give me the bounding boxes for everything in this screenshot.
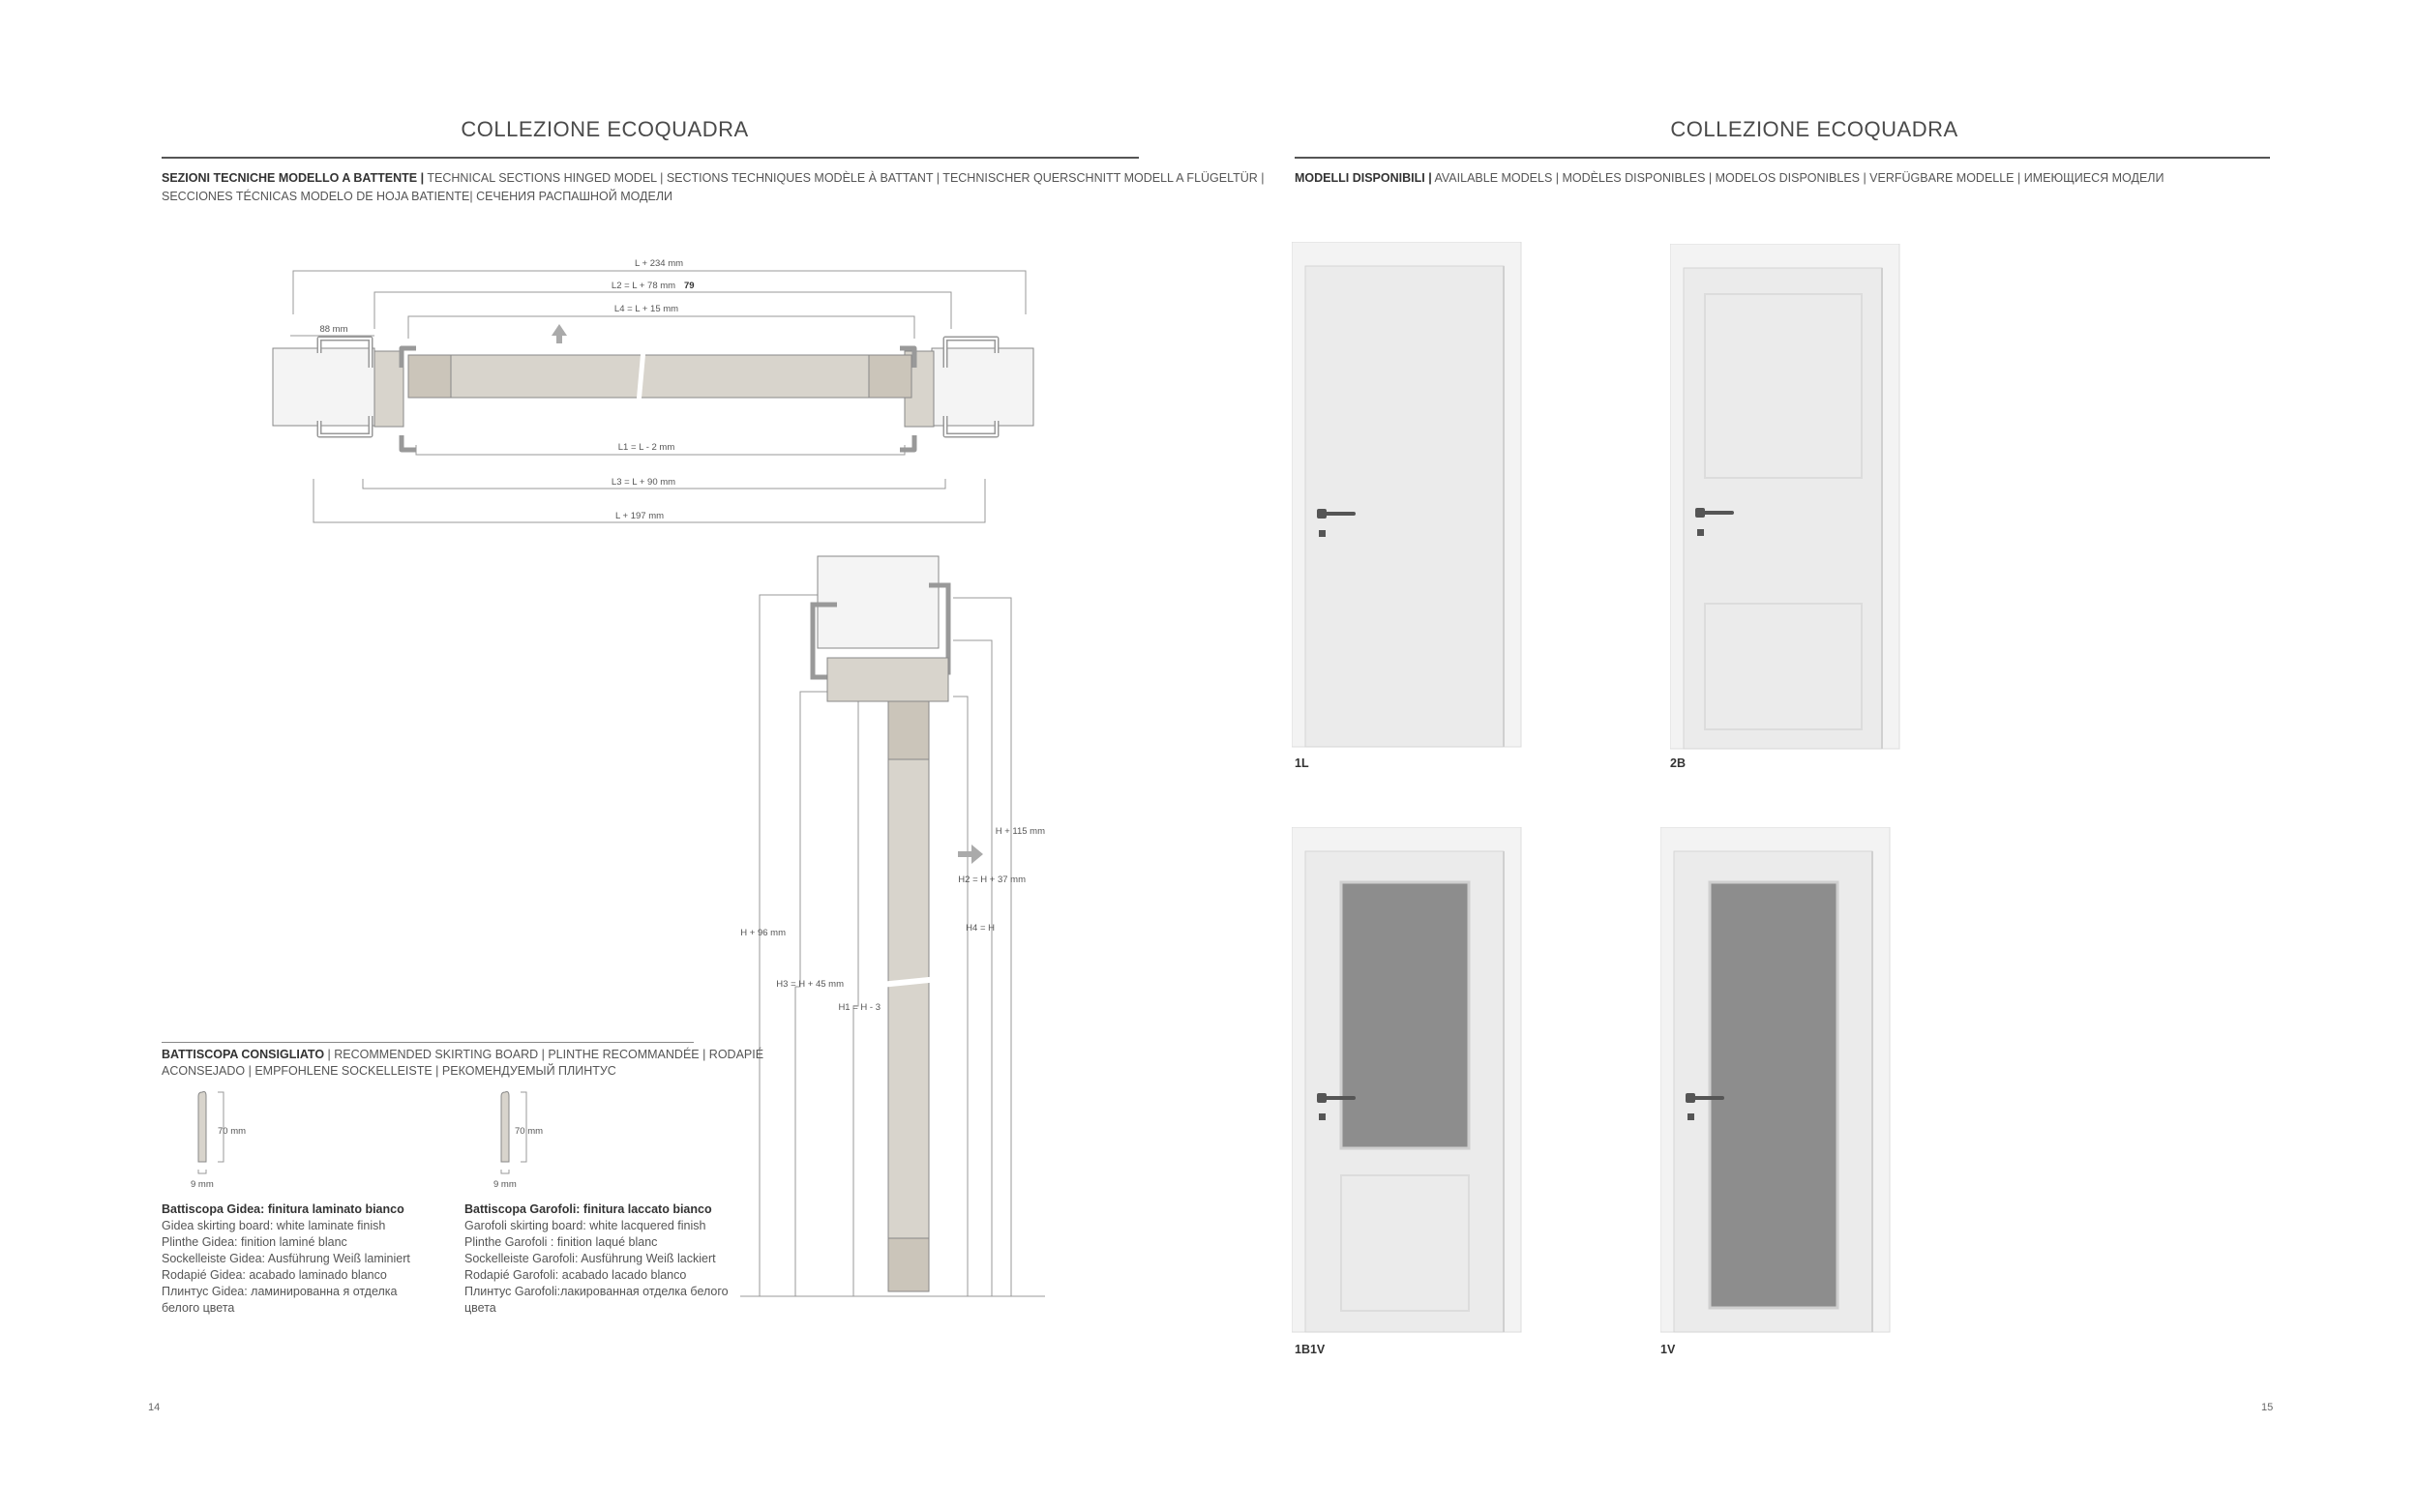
skirting-rule [162,1042,694,1043]
garofoli-line: Plinthe Garofoli : finition laqué blanc [464,1235,658,1249]
garofoli-line: Garofoli skirting board: white lacquered finish [464,1219,706,1232]
gidea-line: Gidea skirting board: white laminate finish [162,1219,386,1232]
left-page-title: COLLEZIONE ECOQUADRA [461,117,749,141]
sections-caption-rest2: SECCIONES TÉCNICAS MODELO DE HOJA BATIENTE| СЕЧЕНИЯ РАСПАШНОЙ МОДЕЛИ [162,190,673,203]
skirting-heading-rest1: | RECOMMENDED SKIRTING BOARD | PLINTHE RECOMMANDÉE | RODAPIÉ [324,1048,764,1061]
garofoli-line: Плинтус Garofoli:лакированная отделка белого [464,1285,729,1298]
gidea-line: Rodapié Gidea: acabado laminado blanco [162,1268,387,1282]
gidea-profile [189,1088,276,1195]
right-page-number: 15 [2261,1402,2274,1413]
garofoli-width: 9 mm [493,1179,517,1190]
left-title-rule [162,157,1139,159]
dim-l1: L1 = L - 2 mm [617,442,675,453]
models-caption [1295,169,2165,188]
garofoli-title: Battiscopa Garofoli: finitura laccato bianco [464,1202,712,1216]
gidea-line: Sockelleiste Gidea: Ausführung Weiß laminiert [162,1252,410,1265]
gidea-line: белого цвета [162,1301,235,1315]
models-caption-rest: AVAILABLE MODELS | MODÈLES DISPONIBLES | MODELOS DISPONIBLES | VERFÜGBARE MODELLE | ИМЕЮЩИЕСЯ МОДЕЛИ [1431,171,2165,185]
dim-l2: L2 = L + 78 mm [611,281,676,291]
door-1V-image [1660,827,1893,1335]
gidea-height: 70 mm [218,1126,247,1137]
dim-88: 88 mm [319,324,348,335]
skirting-heading [162,1047,763,1080]
left-page-number: 14 [148,1402,161,1413]
gidea-width: 9 mm [191,1179,214,1190]
right-title-rule [1295,157,2270,159]
model-label-1V: 1V [1660,1343,1676,1356]
door-1B1V-image [1292,827,1524,1335]
garofoli-line: Sockelleiste Garofoli: Ausführung Weiß lackiert [464,1252,716,1265]
dim-l234: L + 234 mm [634,258,684,269]
skirting-heading-bold: BATTISCOPA CONSIGLIATO [162,1048,325,1061]
dim-l2-extra: 79 [684,281,695,291]
dim-l3: L3 = L + 90 mm [611,477,676,488]
door-2B-image [1670,244,1902,752]
gidea-title: Battiscopa Gidea: finitura laminato bianco [162,1202,404,1216]
garofoli-line: Rodapié Garofoli: acabado lacado blanco [464,1268,687,1282]
dim-h115: H + 115 mm [995,826,1045,837]
garofoli-height: 70 mm [515,1126,544,1137]
dim-h1: H1 = H - 3 [838,1002,881,1013]
gidea-line: Плинтус Gidea: ламинированна я отделка [162,1285,398,1298]
door-1L-image [1292,242,1524,750]
sections-caption [162,169,1265,206]
dim-h96: H + 96 mm [740,928,786,938]
plan-section-drawing [261,247,1055,537]
dim-h2: H2 = H + 37 mm [958,875,1026,885]
vertical-section-drawing [735,551,1084,1306]
dim-l4: L4 = L + 15 mm [613,304,679,314]
dim-l197: L + 197 mm [614,511,665,521]
model-label-2B: 2B [1670,756,1686,770]
dim-h4: H4 = H [966,923,995,934]
gidea-description [162,1201,410,1317]
model-label-1L: 1L [1295,756,1309,770]
dim-h3: H3 = H + 45 mm [776,979,844,990]
sections-caption-rest1: TECHNICAL SECTIONS HINGED MODEL | SECTIONS TECHNIQUES MODÈLE À BATTANT | TECHNISCHER QUERSCHNITT MODELL A FLÜGELTÜR | [424,171,1265,185]
right-page-title: COLLEZIONE ECOQUADRA [1670,117,1958,141]
gidea-line: Plinthe Gidea: finition laminé blanc [162,1235,347,1249]
garofoli-description [464,1201,729,1317]
models-caption-bold: MODELLI DISPONIBILI | [1295,171,1432,185]
sections-caption-bold: SEZIONI TECNICHE MODELLO A BATTENTE | [162,171,425,185]
garofoli-profile [492,1088,579,1195]
skirting-heading-rest2: ACONSEJADO | EMPFOHLENE SOCKELLEISTE | РЕКОМЕНДУЕМЫЙ ПЛИНТУС [162,1064,616,1078]
garofoli-line: цвета [464,1301,496,1315]
model-label-1B1V: 1B1V [1295,1343,1326,1356]
